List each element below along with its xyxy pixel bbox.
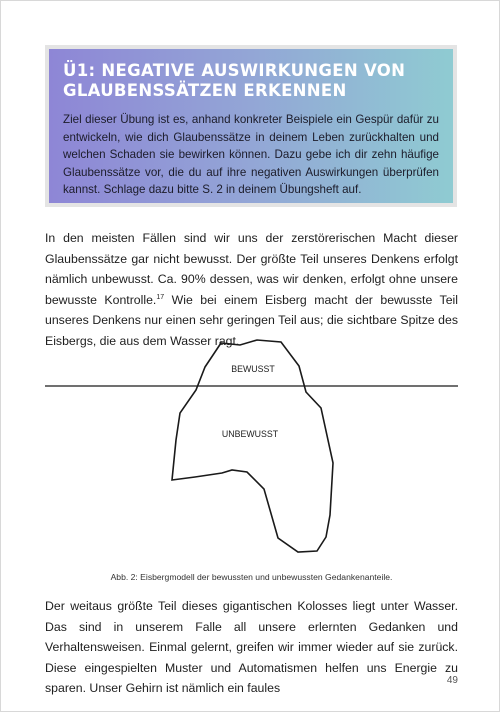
paragraph-1-text: In den meisten Fällen sind wir uns der zerstörerischen Macht dieser Glaubenssätze gar nicht bewusst. Der größte Teil unseres Denkens erfolgt nämlich unbewusst. Ca. 90% dessen, was wir denken, erfolgt ohne unsere bewusste Kontrolle. bbox=[45, 231, 458, 307]
label-unconscious: UNBEWUSST bbox=[221, 429, 279, 439]
paragraph-1-text-cont: Wie bei einem Eisberg macht der bewusste Teil unseres Denkens nur einen sehr geringen Teil aus; die sichtbare Spitze des Eisbergs, die aus dem Wasser ragt. bbox=[45, 292, 458, 348]
page-number: 49 bbox=[446, 675, 458, 686]
footnote-ref[interactable]: 17 bbox=[156, 293, 165, 301]
exercise-title-line1: Ü1: NEGATIVE AUSWIRKUNGEN VON bbox=[63, 61, 406, 80]
exercise-title-line2: GLAUBENSSÄTZEN ERKENNEN bbox=[63, 81, 347, 100]
label-conscious: BEWUSST bbox=[231, 364, 275, 374]
paragraph-2: Der weitaus größte Teil dieses gigantischen Kolosses liegt unter Wasser. Das sind in unserem Falle all unsere erlernten Gedanken und Verhaltensweisen. Einmal gelernt, greifen wir immer wieder auf sie zurück. Diese eingespielten Muster und Automatismen helfen uns Energie zu sparen. Unser Gehirn ist nämlich ein faules bbox=[45, 599, 458, 695]
figure-caption: Abb. 2: Eisbergmodell der bewussten und unbewussten Gedankenanteile. bbox=[110, 572, 393, 582]
exercise-body: Ziel dieser Übung ist es, anhand konkreter Beispiele ein Gespür dafür zu entwickeln, wie dich Glaubenssätze in deinem Leben zurückhalten und welchen Schaden sie bewirken können. Dazu gebe ich dir zehn häufige Glaubenssätze vor, die du auf ihre negativen Auswirkungen überprüfen kannst. Schlage dazu bitte S. 2 in deinem Übungsheft auf. bbox=[63, 113, 439, 197]
